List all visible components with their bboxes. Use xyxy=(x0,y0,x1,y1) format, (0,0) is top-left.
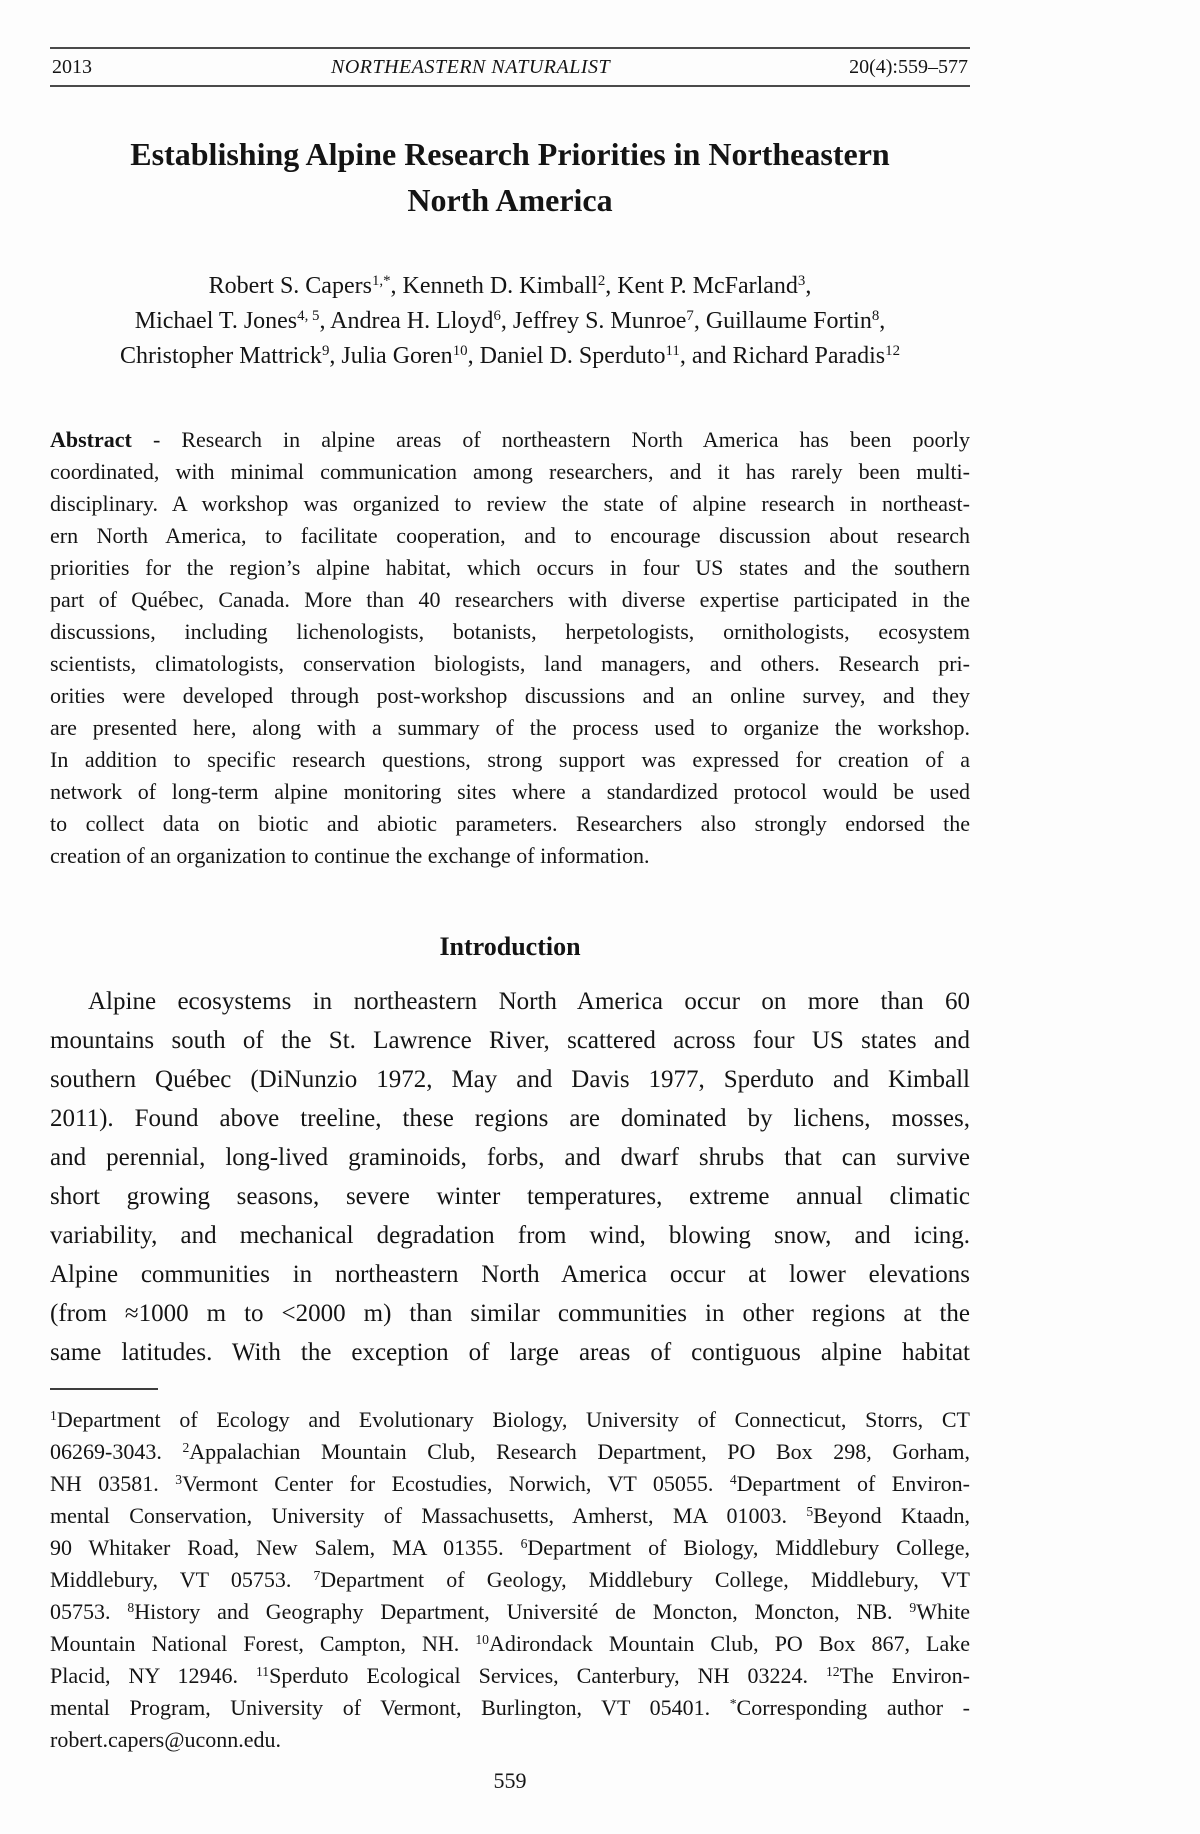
header-year: 2013 xyxy=(52,56,92,78)
author-affiliations-footnote: $^1$Department of Ecology and Evolutionary Biology, University of Connecticut, Storrs, CT 06269-3043. $^2$Appalachian Mountain Club, Research Department, PO Box 298, Gorham, NH 03581. $^3$Vermont Center for Ecostudies, Norwich, VT 05055. $^4$Department of Environ- mental Conservation, University of Massachusetts, Amherst, MA 01003. $^5$Beyond Ktaadn, 90 Whitaker Road, New Salem, MA 01355. $^6$Department of Biology, Middlebury College, Middlebury, VT 05753. $^7$Department of Geology, Middlebury College, Middlebury, VT 05753. $^8$History and Geography Department, Université de Moncton, Moncton, NB. $^9$White Mountain National Forest, Campton, NH. $^{10}$Adirondack Mountain Club, PO Box 867, Lake Placid, NY 12946. $^{11}$Sperduto Ecological Services, Canterbury, NH 03224. $^{12}$The Environ- mental Program, University of Vermont, Burlington, VT 05401. *Corresponding author - robert.capers@uconn.edu. xyxy=(50,1407,971,1752)
header-citation: 20(4):559–577 xyxy=(849,56,968,78)
running-head xyxy=(50,49,970,85)
author-list: Robert S. Capers$^{1,*}$, Kenneth D. Kimball$^2$, Kent P. McFarland$^3$, Michael T. Jones$^{4, 5}$, Andrea H. Lloyd$^6$, Jeffrey S. Munroe$^7$, Guillaume Fortin$^8$, Christopher Mattrick$^9$, Julia Goren$^{10}$, Daniel D. Sperduto$^{11}$, and Richard Paradis$^{12}$ xyxy=(119,272,901,369)
abstract-paragraph: Abstract - Research in alpine areas of northeastern North America has been poorly coordinated, with minimal communication among researchers, and it has rarely been multi- disciplinary. A workshop was organized to review the state of alpine research in northeast- ern North America, to facilitate cooperation, and to encourage discussion about research priorities for the region’s alpine habitat, which occurs in four US states and the southern part of Québec, Canada. More than 40 researchers with diverse expertise participated in the discussions, including lichenologists, botanists, herpetologists, ornithologists, ecosystem scientists, climatologists, conservation biologists, land managers, and others. Research pri- orities were developed through post-workshop discussions and an online survey, and they are presented here, along with a summary of the process used to organize the workshop. In addition to specific research questions, strong support was expressed for creation of a network of long-term alpine monitoring sites where a standardized protocol would be used to collect data on biotic and abiotic parameters. Researchers also strongly endorsed the creation of an organization to continue the exchange of information. xyxy=(50,427,970,868)
section-heading-introduction: Introduction xyxy=(439,932,581,961)
introduction-paragraph: Alpine ecosystems in northeastern North America occur on more than 60 mountains south of the St. Lawrence River, scattered across four US states and southern Québec (DiNunzio 1972, May and Davis 1977, Sperduto and Kimball 2011). Found above treeline, these regions are dominated by lichens, mosses, and perennial, long-lived graminoids, forbs, and dwarf shrubs that can survive short growing seasons, severe winter temperatures, extreme annual climatic variability, and mechanical degradation from wind, blowing snow, and icing. Alpine communities in northeastern North America occur at lower elevations (from ≈1000 m to <2000 m) than similar communities in other regions at the same latitudes. With the exception of large areas of contiguous alpine habitat xyxy=(50,988,970,1366)
article-title: Establishing Alpine Research Priorities in Northeastern North America xyxy=(130,136,890,218)
header-rule-bottom xyxy=(50,85,970,87)
journal-title: NORTHEASTERN NATURALIST xyxy=(330,56,611,78)
page-number: 559 xyxy=(493,1768,527,1793)
footnote-divider xyxy=(50,1388,158,1390)
